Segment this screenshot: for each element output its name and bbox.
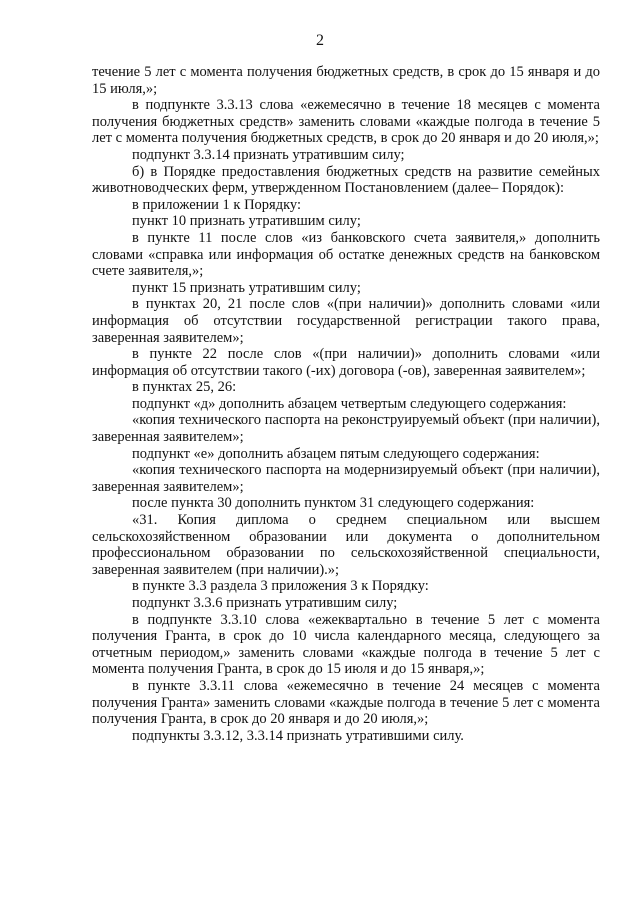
paragraph: «копия технического паспорта на реконструируемый объект (при наличии), заверенная заявителем»;	[92, 412, 600, 446]
paragraph: в пункте 3.3 раздела 3 приложения 3 к Порядку:	[132, 578, 429, 595]
page-number: 2	[316, 32, 324, 49]
paragraph: в приложении 1 к Порядку:	[132, 196, 302, 213]
paragraph: в пункте 3.3.11 слова «ежемесячно в течение 24 месяцев с момента получения Гранта» заменить словами «каждые полгода в течение 5 лет с момента получения Гранта, в срок до 20 января и до 20 июля,»;	[92, 677, 600, 728]
paragraph: подпункт «д» дополнить абзацем четвертым следующего содержания:	[132, 395, 567, 412]
paragraph: б) в Порядке предоставления бюджетных средств на развитие семейных животноводческих ферм, утвержденном Постановлением (далее– Порядок):	[92, 163, 600, 197]
paragraph: течение 5 лет с момента получения бюджетных средств, в срок до 15 января и до 15 июля,»;	[92, 64, 600, 97]
paragraph: после пункта 30 дополнить пунктом 31 следующего содержания:	[132, 495, 535, 512]
paragraph: «31. Копия диплома о среднем специальном или высшем сельскохозяйственном образовании или документа о дополнительном профессиональном образовании по сельскохозяйственной специальности, заверенная заявителем (при наличии).»;	[92, 512, 600, 578]
paragraph: в пунктах 20, 21 после слов «(при наличии)» дополнить словами «или информация об отсутствии государственной регистрации такого права, заверенная заявителем»;	[92, 296, 600, 346]
paragraph: пункт 15 признать утратившим силу;	[132, 279, 361, 296]
paragraph: подпункт «е» дополнить абзацем пятым следующего содержания:	[132, 445, 540, 462]
paragraph: «копия технического паспорта на модернизируемый объект (при наличии), заверенная заявителем»;	[92, 462, 600, 495]
paragraph: в подпункте 3.3.13 слова «ежемесячно в течение 18 месяцев с момента получения бюджетных средств» заменить словами «каждые полгода в течение 5 лет с момента получения бюджетных средств, в срок до 20 января и до 20 июля,»;	[92, 97, 600, 147]
paragraph: подпункты 3.3.12, 3.3.14 признать утратившими силу.	[132, 727, 464, 744]
paragraph: подпункт 3.3.14 признать утратившим силу;	[132, 146, 405, 163]
document-body	[92, 64, 600, 744]
paragraph: в пункте 11 после слов «из банковского счета заявителя,» дополнить словами «справка или информация об остатке денежных средств на банковском счете заявителя,»;	[92, 229, 600, 280]
paragraph: в пунктах 25, 26:	[132, 379, 237, 396]
paragraph: подпункт 3.3.6 признать утратившим силу;	[132, 595, 398, 611]
paragraph: в подпункте 3.3.10 слова «ежеквартально в течение 5 лет с момента получения Гранта, в срок до 10 числа календарного месяца, следующего за отчетным периодом,» заменить словами «каждые полгода в течение 5 лет с момента получения Гранта, в срок до 15 июля и до 15 января,»;	[92, 611, 600, 678]
paragraph: пункт 10 признать утратившим силу;	[132, 213, 361, 230]
paragraph: в пункте 22 после слов «(при наличии)» дополнить словами «или информация об отсутствии такого (-их) договора (-ов), заверенная заявителем»;	[92, 346, 600, 379]
